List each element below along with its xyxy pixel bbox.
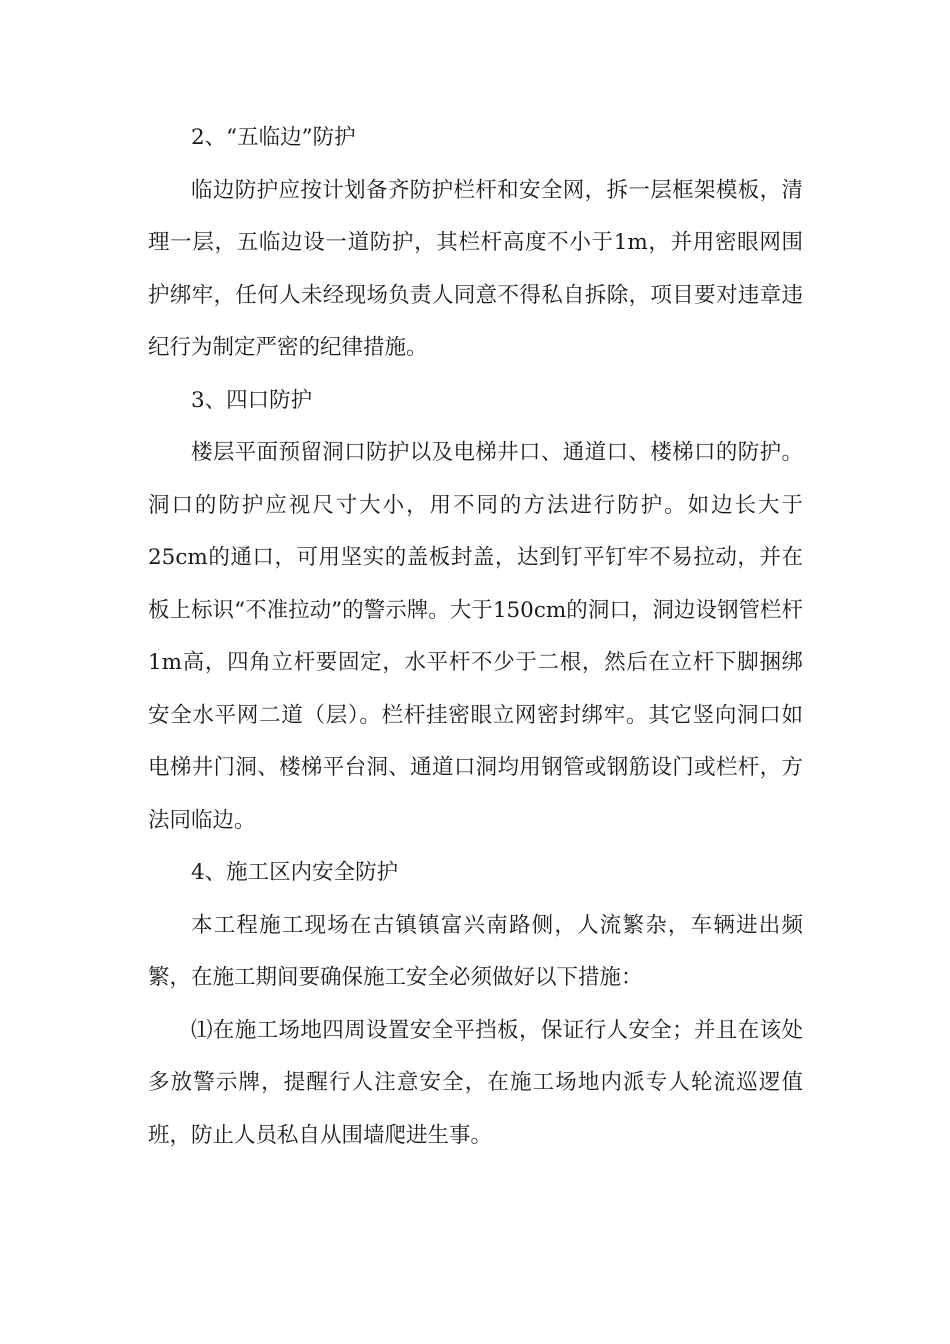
- section-4-paragraph: 本工程施工现场在古镇镇富兴南路侧，人流繁杂，车辆进出频繁，在施工期间要确保施工安全必须做好以下措施：: [148, 912, 803, 990]
- document-body: [148, 112, 803, 1162]
- section-4-heading: 4、施工区内安全防护: [191, 860, 399, 885]
- section-2-paragraph: 临边防护应按计划备齐防护栏杆和安全网，拆一层框架模板，清理一层，五临边设一道防护，其栏杆高度不小于1m，并用密眼网围护绑牢，任何人未经现场负责人同意不得私自拆除，项目要对违章违纪行为制定严密的纪律措施。: [148, 177, 803, 360]
- section-2-heading: 2、“五临边”防护: [191, 125, 356, 150]
- section-3-heading: 3、四口防护: [191, 387, 313, 413]
- section-3-paragraph: 楼层平面预留洞口防护以及电梯井口、通道口、楼梯口的防护。洞口的防护应视尺寸大小，用不同的方法进行防护。如边长大于25cm的通口，可用坚实的盖板封盖，达到钉平钉牢不易拉动，并在板上标识“不准拉动”的警示牌。大于150cm的洞口，洞边设钢管栏杆1m高，四角立杆要固定，水平杆不少于二根，然后在立杆下脚捆绑安全水平网二道（层）。栏杆挂密眼立网密封绑牢。其它竖向洞口如电梯井门洞、楼梯平台洞、通道口洞均用钢管或钢筋设门或栏杆，方法同临边。: [148, 440, 803, 833]
- section-4-list-item-1: ⑴在施工场地四周设置安全平挡板，保证行人安全；并且在该处多放警示牌，提醒行人注意安全，在施工场地内派专人轮流巡逻值班，防止人员私自从围墙爬进生事。: [148, 1017, 803, 1148]
